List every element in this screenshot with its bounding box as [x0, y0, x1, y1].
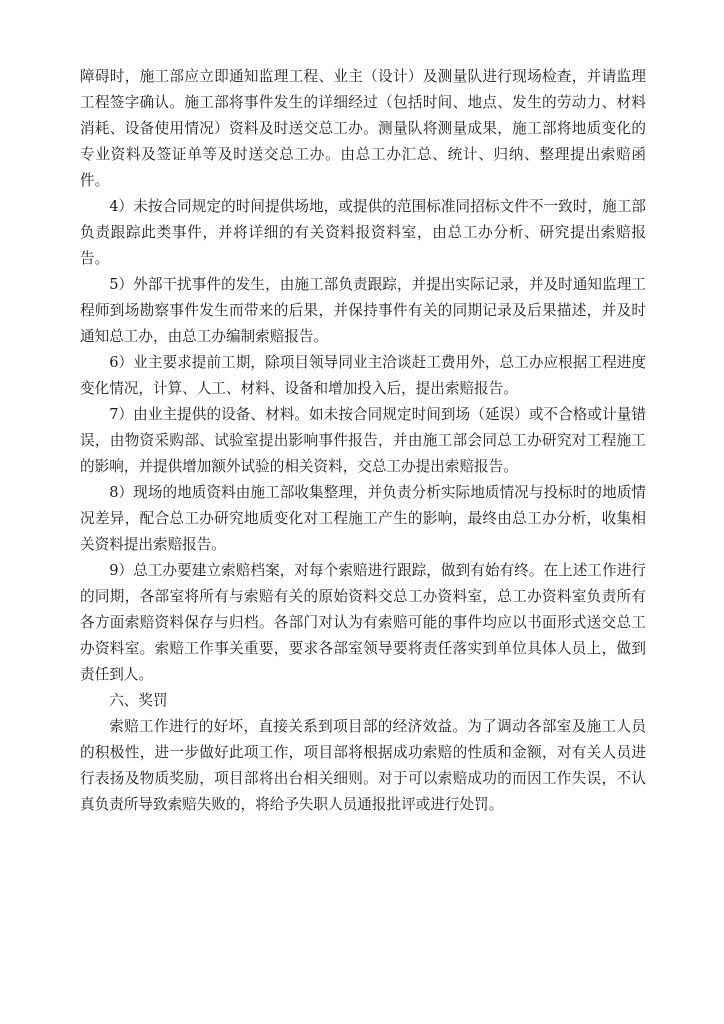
document-body	[80, 64, 646, 818]
paragraph-continuation: 障碍时，施工部应立即通知监理工程、业主（设计）及测量队进行现场检查，并请监理工程签字确认。施工部将事件发生的详细经过（包括时间、地点、发生的劳动力、材料消耗、设备使用情况）资料及时送交总工办。测量队将测量成果，施工部将地质变化的专业资料及签证单等及时送交总工办。由总工办汇总、统计、归纳、整理提出索赔函件。	[80, 68, 646, 189]
paragraph-item-8: 8）现场的地质资料由施工部收集整理，并负责分析实际地质情况与投标时的地质情况差异，配合总工办研究地质变化对工程施工产生的影响，最终由总工办分析，收集相关资料提出索赔报告。	[80, 484, 646, 553]
paragraph-item-5: 5）外部干扰事件的发生，由施工部负责跟踪，并提出实际记录，并及时通知监理工程师到场勘察事件发生而带来的后果，并保持事件有关的同期记录及后果描述，并及时通知总工办，由总工办编制索赔报告。	[80, 276, 646, 345]
paragraph-item-9: 9）总工办要建立索赔档案，对每个索赔进行跟踪，做到有始有终。在上述工作进行的同期，各部室将所有与索赔有关的原始资料交总工办资料室，总工办资料室负责所有各方面索赔资料保存与归档。各部门对认为有索赔可能的事件均应以书面形式送交总工办资料室。索赔工作事关重要，要求各部室领导要将责任落实到单位具体人员上，做到责任到人。	[80, 562, 646, 683]
paragraph-item-7: 7）由业主提供的设备、材料。如未按合同规定时间到场（延误）或不合格或计量错误，由物资采购部、试验室提出影响事件报告，并由施工部会同总工办研究对工程施工的影响，并提供增加额外试验的相关资料，交总工办提出索赔报告。	[80, 406, 646, 475]
section-heading-rewards-penalties: 六、奖罚	[109, 692, 168, 709]
paragraph-item-4: 4）未按合同规定的时间提供场地，或提供的范围标准同招标文件不一致时，施工部负责跟踪此类事件，并将详细的有关资料报资料室，由总工办分析、研究提出索赔报告。	[80, 198, 646, 267]
paragraph-rewards-penalties: 索赔工作进行的好坏，直接关系到项目部的经济效益。为了调动各部室及施工人员的积极性，进一步做好此项工作，项目部将根据成功索赔的性质和金额，对有关人员进行表扬及物质奖励，项目部将出台相关细则。对于可以索赔成功的而因工作失误，不认真负责所导致索赔失败的，将给予失职人员通报批评或进行处罚。	[80, 718, 646, 813]
paragraph-item-6: 6）业主要求提前工期，除项目领导同业主洽谈赶工费用外，总工办应根据工程进度变化情况，计算、人工、材料、设备和增加投入后，提出索赔报告。	[80, 354, 646, 397]
